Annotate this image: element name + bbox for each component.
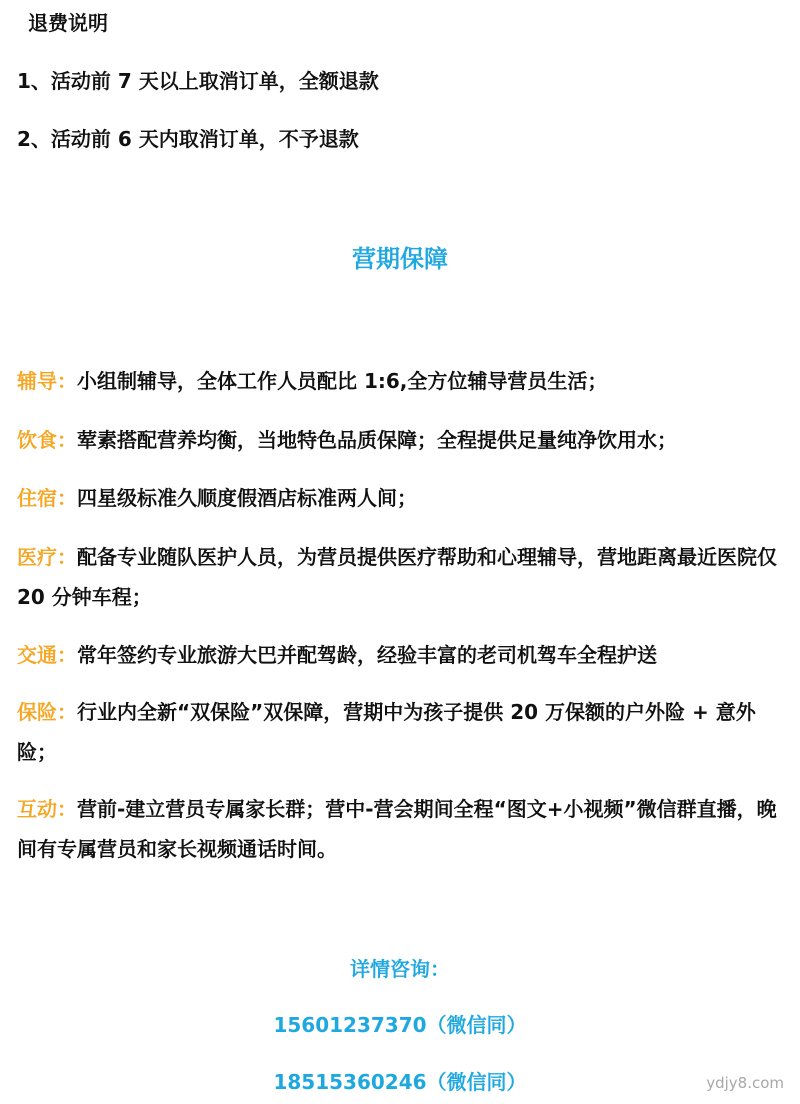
item-text: 常年签约专业旅游大巴并配驾龄，经验丰富的老司机驾车全程护送 [77, 643, 657, 667]
item-label: 饮食： [17, 428, 77, 452]
guarantee-item-lodging [17, 478, 787, 518]
guarantee-item-transport [17, 635, 787, 675]
item-text: 行业内全新“双保险”双保障，营期中为孩子提供 20 万保额的户外险 + 意外险； [17, 700, 756, 764]
refund-rule-2: 2、活动前 6 天内取消订单，不予退款 [17, 127, 359, 151]
item-label: 互动： [17, 797, 77, 821]
contact-title: 详情咨询： [350, 957, 450, 981]
item-label: 辅导： [17, 369, 77, 393]
contact-phone-2[interactable]: 18515360246（微信同） [273, 1070, 527, 1094]
item-text: 四星级标准久顺度假酒店标准两人间； [77, 486, 417, 510]
guarantee-item-insurance [17, 692, 787, 772]
guarantee-item-interaction [17, 789, 787, 869]
item-label: 医疗： [17, 545, 77, 569]
contact-phone-1[interactable]: 15601237370（微信同） [273, 1013, 527, 1037]
item-text: 配备专业随队医护人员，为营员提供医疗帮助和心理辅导，营地距离最近医院仅 20 分钟车程； [17, 545, 777, 609]
refund-title: 退费说明 [28, 11, 108, 35]
item-label: 交通： [17, 643, 77, 667]
item-text: 营前-建立营员专属家长群；营中-营会期间全程“图文+小视频”微信群直播，晚间有专属营员和家长视频通话时间。 [17, 797, 777, 861]
guarantee-item-medical [17, 537, 787, 617]
watermark: ydjy8.com [706, 1074, 784, 1092]
item-label: 保险： [17, 700, 77, 724]
guarantee-item-food [17, 420, 787, 460]
item-text: 小组制辅导，全体工作人员配比 1:6,全方位辅导营员生活； [77, 369, 608, 393]
guarantee-title: 营期保障 [352, 245, 448, 273]
guarantee-item-tutoring [17, 361, 787, 401]
item-label: 住宿： [17, 486, 77, 510]
refund-rule-1: 1、活动前 7 天以上取消订单，全额退款 [17, 69, 379, 93]
item-text: 荤素搭配营养均衡，当地特色品质保障；全程提供足量纯净饮用水； [77, 428, 677, 452]
